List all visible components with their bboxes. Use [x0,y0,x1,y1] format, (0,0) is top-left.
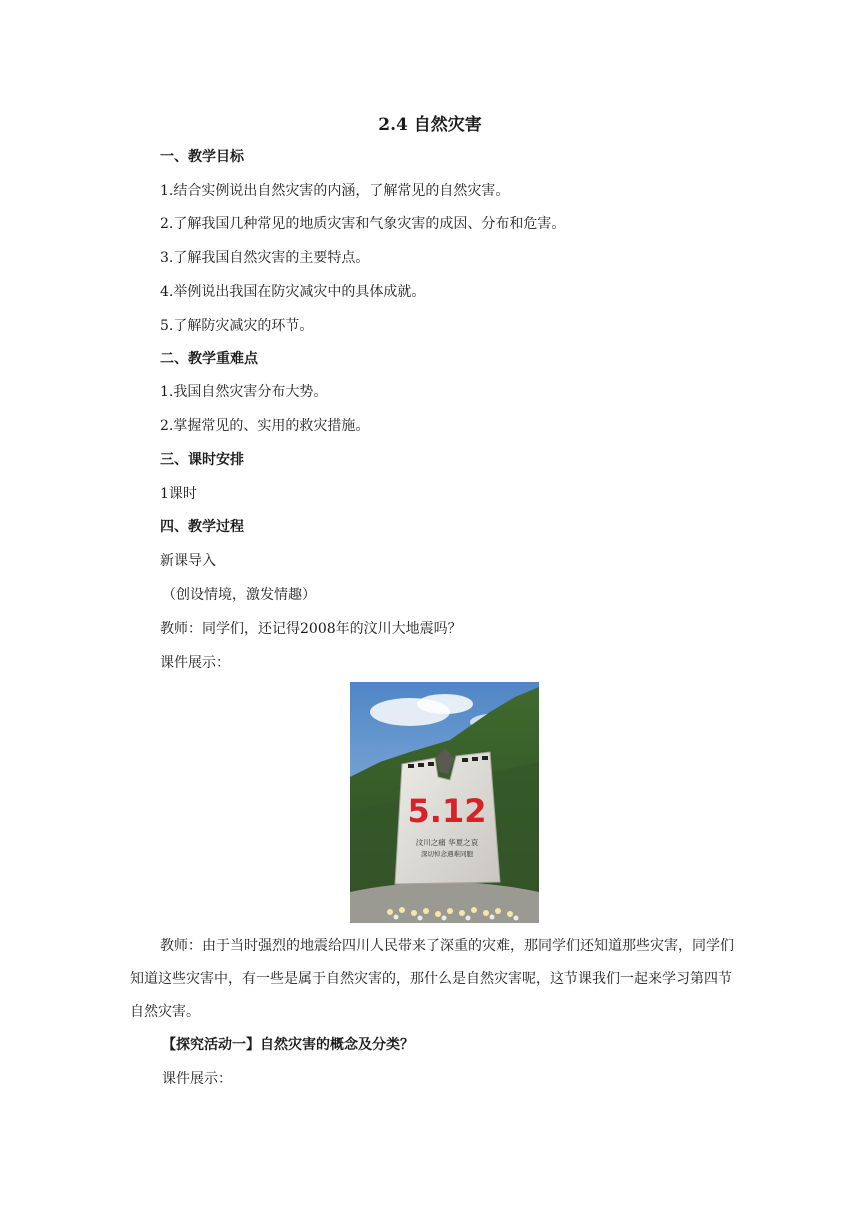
section-heading-key-points: 二、教学重难点 [160,351,258,367]
activity-heading: 【探究活动一】自然灾害的概念及分类？ [162,1037,414,1053]
memorial-inscription-2: 深切悼念遇难同胞 [421,850,473,858]
schedule-text: 1课时 [160,486,197,502]
process-line: 教师：同学们，还记得2008年的汶川大地震吗？ [160,621,462,637]
courseware-label: 课件展示： [162,1071,232,1087]
objective-item: 5.了解防灾减灾的环节。 [160,318,314,334]
section-heading-process: 四、教学过程 [160,519,244,535]
objective-item: 4.举例说出我国在防灾减灾中的具体成就。 [160,284,426,300]
objective-item: 3.了解我国自然灾害的主要特点。 [160,250,370,266]
process-line: （创设情境，激发情趣） [162,587,316,603]
key-point-item: 2.掌握常见的、实用的救灾措施。 [160,418,370,434]
process-line: 课件展示： [160,655,230,671]
section-heading-schedule: 三、课时安排 [160,452,244,468]
memorial-inscription-1: 汶川之痛 华夏之哀 [415,838,479,847]
section-heading-objectives: 一、教学目标 [160,149,244,165]
key-point-item: 1.我国自然灾害分布大势。 [160,384,328,400]
objective-item: 2.了解我国几种常见的地质灾害和气象灾害的成因、分布和危害。 [160,216,566,232]
page-title: 2.4 自然灾害 [378,115,482,135]
objective-item: 1.结合实例说出自然灾害的内涵，了解常见的自然灾害。 [160,183,510,199]
memorial-number: 5.12 [407,792,487,830]
process-line: 新课导入 [160,553,216,569]
teacher-paragraph: 教师：由于当时强烈的地震给四川人民带来了深重的灾难，那同学们还知道那些灾害，同学们知道这些灾害中，有一些是属于自然灾害的，那什么是自然灾害呢，这节课我们一起来学习第四节自然灾害。 [130,938,734,1020]
memorial-photo [350,682,539,923]
